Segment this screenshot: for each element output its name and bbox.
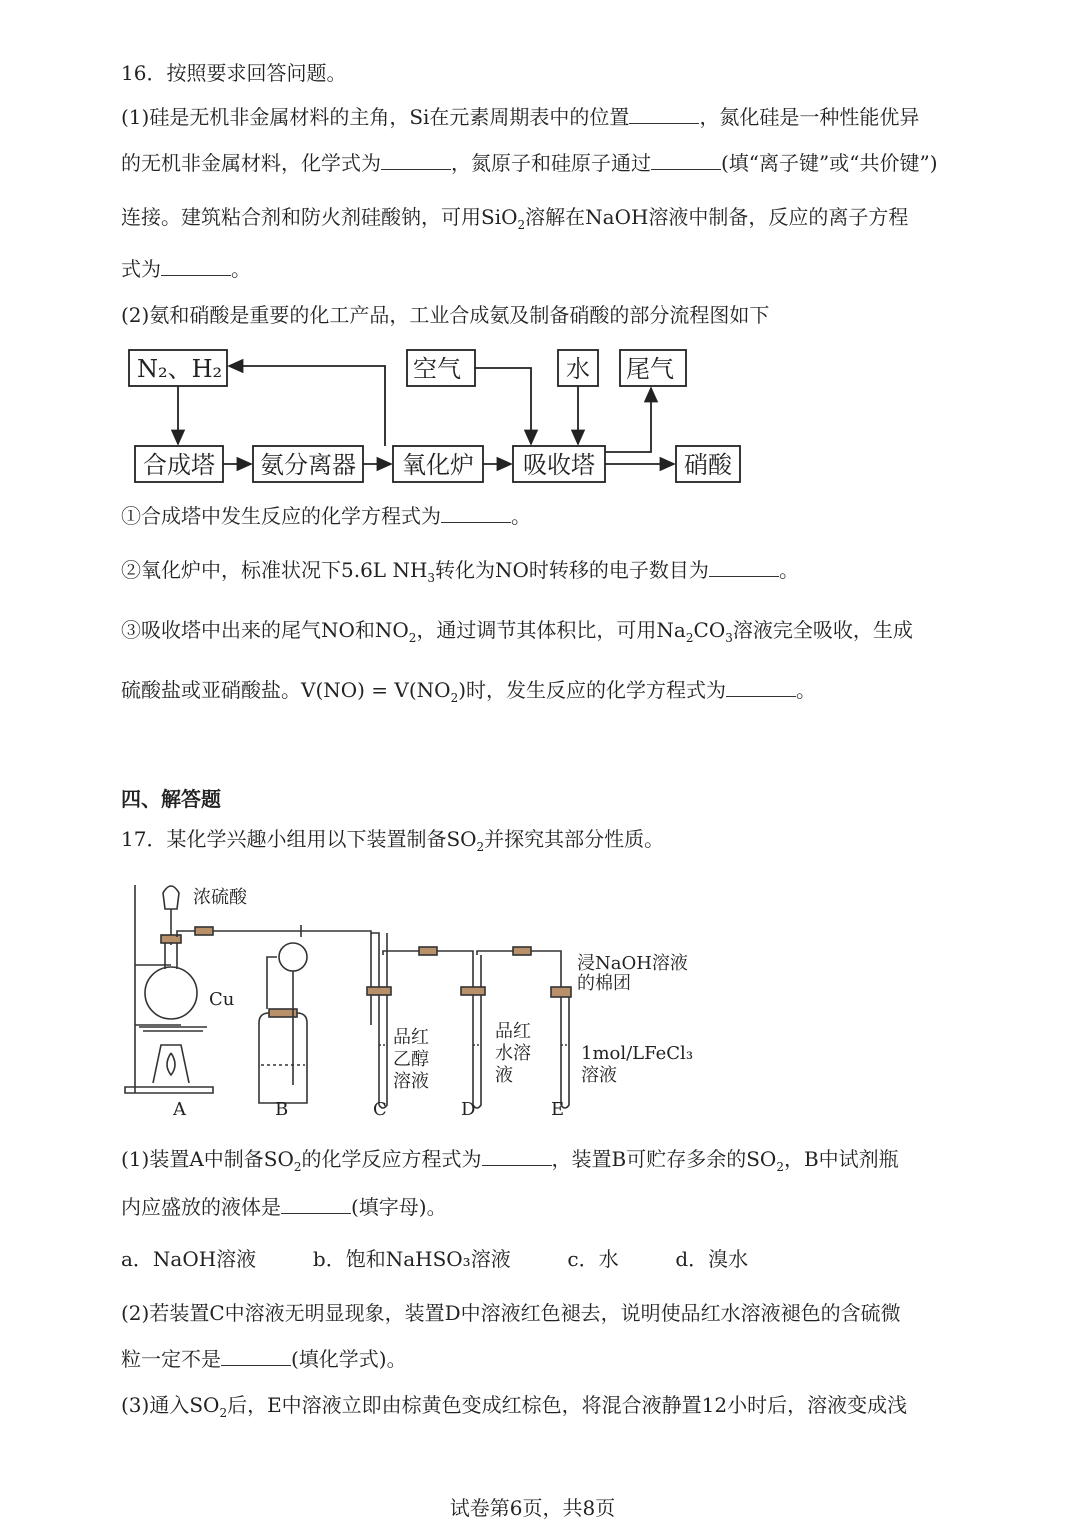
label-a: A [173,1099,186,1120]
label-d2: 水溶 [495,1043,531,1064]
text: (填字母)。 [351,1195,447,1219]
q16-sub3-line2 [121,677,816,711]
answer-blank[interactable] [629,105,699,124]
text: (填化学式)。 [291,1347,407,1371]
label-e-sol: 溶液 [581,1065,617,1086]
q16-sub1 [121,503,531,529]
tailgas-label: 尾气 [626,355,674,383]
apparatus-diagram [121,875,721,1125]
round-flask [145,967,197,1019]
funnel-b [279,943,307,971]
answer-blank[interactable] [709,558,779,577]
text: (3)通入SO [121,1393,220,1417]
section-heading: 四、解答题 [121,787,221,811]
q17-options [121,1246,748,1272]
q16-part1-line3 [121,204,908,238]
q17-title [121,826,664,860]
option-a[interactable]: a．NaOH溶液 [121,1247,257,1271]
answer-blank[interactable] [651,151,721,170]
connector [195,927,213,935]
gauze [139,1027,207,1031]
label-c1: 品红 [393,1027,429,1048]
burner [153,1045,189,1083]
option-c[interactable]: c．水 [567,1247,619,1271]
answer-blank[interactable] [161,257,231,276]
n2h2-label: N₂、H₂ [137,355,223,383]
answer-blank[interactable] [221,1347,291,1366]
text: (1)硅是无机非金属材料的主角，Si在元素周期表中的位置 [121,105,630,129]
text: 后，E中溶液立即由棕黄色变成红棕色，将混合液静置12小时后，溶液变成浅 [227,1393,908,1417]
subscript: 2 [685,631,694,645]
synthesis-label: 合成塔 [143,451,215,479]
subscript: 2 [293,1160,302,1174]
text: 。 [231,257,251,281]
text: ③吸收塔中出来的尾气NO和NO [121,618,409,642]
text: 转化为NO时转移的电子数目为 [435,558,709,582]
oxidizer-label: 氧化炉 [402,451,474,479]
q16-title: 16．按照要求回答问题。 [121,61,347,85]
label-c2: 乙醇 [393,1049,429,1070]
text: 。 [511,504,531,528]
absorber-label: 吸收塔 [523,451,595,479]
text: 的无机非金属材料，化学式为 [121,151,381,175]
bottle-b [259,1013,307,1103]
label-d: D [461,1099,476,1120]
label-d1: 品红 [495,1021,531,1042]
label-cotton2: 的棉团 [577,973,631,994]
stopper-a [161,935,181,943]
text: 。 [796,678,817,702]
q16-part1-line2 [121,150,938,176]
q16-part1-line1 [121,104,919,130]
q16-part1-line4 [121,256,251,282]
option-d[interactable]: d．溴水 [675,1247,749,1271]
text: ，通过调节其体积比，可用Na [416,618,686,642]
answer-blank[interactable] [726,678,796,697]
subscript: 3 [427,571,436,585]
text: ，氮化硅是一种性能优异 [699,105,920,129]
text: ②氧化炉中，标准状况下5.6L NH [121,558,428,582]
flame [167,1053,175,1075]
q16-sub2 [121,557,799,591]
air-label: 空气 [413,355,461,383]
text: 溶解在NaOH溶液中制备，反应的离子方程 [525,205,909,229]
q17-part2-line1: (2)若装置C中溶液无明显现象，装置D中溶液红色褪去，说明使品红水溶液褪色的含硫微 [121,1301,901,1325]
text: ，装置B可贮存多余的SO [551,1147,777,1171]
text: 式为 [121,257,161,281]
label-c3: 溶液 [393,1071,429,1092]
text: 粒一定不是 [121,1347,221,1371]
answer-blank[interactable] [381,151,451,170]
text: 。 [778,558,799,582]
option-b[interactable]: b．饱和NaHSO₃溶液 [312,1247,511,1271]
subscript: 2 [517,218,526,232]
q17-part3-line1 [121,1392,907,1426]
connector-cd [419,947,437,955]
text: )时，发生反应的化学方程式为 [458,678,727,702]
answer-blank[interactable] [281,1195,351,1214]
q17-part2-line2 [121,1346,407,1372]
label-e: E [551,1099,565,1120]
text: 并探究其部分性质。 [484,827,665,851]
text: CO [693,618,726,642]
subscript: 2 [776,1160,784,1174]
q16-part2-intro: (2)氨和硝酸是重要的化工产品，工业合成氨及制备硝酸的部分流程图如下 [121,303,770,327]
q17-part1-line2 [121,1194,447,1220]
connector-de [513,947,531,955]
text: 内应盛放的液体是 [121,1195,281,1219]
subscript: 2 [219,1406,228,1420]
tubes-b [267,957,293,1085]
dropping-funnel [163,886,179,909]
stand-base [125,1087,213,1093]
cotton-plug [551,987,571,997]
stopper-c [367,987,391,995]
q17-part1-line1 [121,1146,899,1180]
text: 连接。建筑粘合剂和防火剂硅酸钠，可用SiO [121,205,518,229]
q16-sub3-line1 [121,617,913,651]
answer-blank[interactable] [482,1147,552,1166]
subscript: 2 [450,691,459,705]
answer-blank[interactable] [441,504,511,523]
text: ，B中试剂瓶 [783,1147,899,1171]
stopper-d [461,987,485,995]
label-cotton1: 浸NaOH溶液 [577,953,688,974]
process-flowchart [121,340,751,490]
text: ①合成塔中发生反应的化学方程式为 [121,504,441,528]
water-label: 水 [566,355,590,383]
subscript: 3 [725,631,733,645]
label-cu: Cu [209,989,235,1010]
nitric-label: 硝酸 [684,451,732,479]
text: (1)装置A中制备SO [121,1147,294,1171]
label-c: C [373,1099,387,1120]
text: 17．某化学兴趣小组用以下装置制备SO [121,827,477,851]
separator-label: 氨分离器 [260,451,356,479]
text: 溶液完全吸收，生成 [732,618,913,642]
label-b: B [275,1099,289,1120]
subscript: 2 [408,631,417,645]
text: 的化学反应方程式为 [301,1147,482,1171]
tube-c [371,933,387,1108]
label-fecl3: 1mol/LFeCl₃ [581,1043,694,1064]
subscript: 2 [476,840,485,854]
page-footer: 试卷第6页，共8页 [449,1496,616,1520]
text: (填“离子键”或“共价键”) [721,151,938,175]
label-acid: 浓硫酸 [193,887,247,908]
text: 硫酸盐或亚硝酸盐。V(NO) = V(NO [121,678,451,702]
text: ，氮原子和硅原子通过 [451,151,651,175]
label-d3: 液 [495,1065,513,1086]
